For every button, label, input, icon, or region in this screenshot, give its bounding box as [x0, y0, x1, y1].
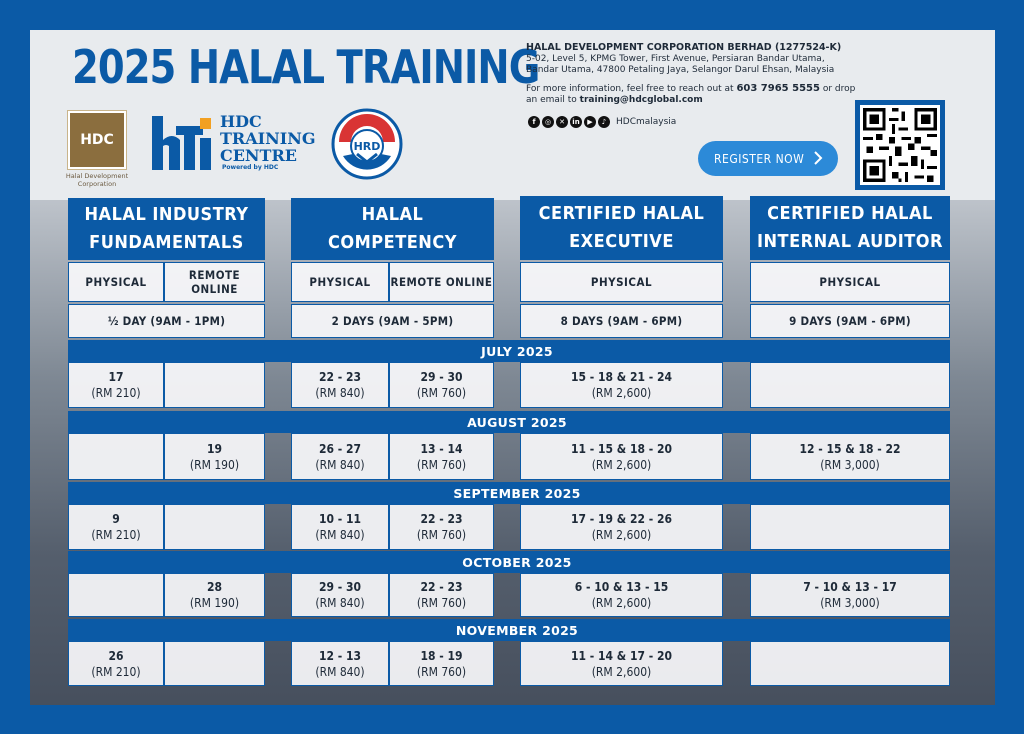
month-label: AUGUST 2025: [467, 414, 567, 430]
session-dates: 22 - 23: [420, 580, 463, 594]
schedule-cell: [164, 362, 265, 408]
course-title-line-2: INTERNAL AUDITOR: [756, 231, 944, 252]
session-fee: (RM 760): [416, 386, 467, 400]
session-fee: (RM 2,600): [591, 386, 652, 400]
qr-code-icon[interactable]: [855, 100, 945, 190]
session-fee: (RM 190): [189, 457, 240, 472]
htc-logo-icon: [150, 112, 214, 172]
month-label: NOVEMBER 2025: [455, 622, 579, 638]
mode-header: PHYSICAL: [291, 262, 389, 302]
session-dates: 22 - 23: [420, 512, 463, 526]
instagram-icon[interactable]: ◎: [542, 116, 554, 128]
htc-logo-text: [220, 113, 316, 164]
address-line-2: Bandar Utama, 47800 Petaling Jaya, Selangor Darul Ehsan, Malaysia: [526, 65, 835, 75]
session-fee: (RM 840): [315, 386, 365, 400]
hrd-corp-badge-icon: [331, 108, 403, 180]
address-line-1: 5-02, Level 5, KPMG Tower, First Avenue, Persiaran Bandar Utama,: [526, 53, 825, 64]
facebook-icon[interactable]: f: [528, 116, 540, 128]
month-header: [68, 340, 950, 362]
mode-header: PHYSICAL: [68, 262, 164, 302]
schedule-cell: [520, 433, 723, 480]
tiktok-icon[interactable]: ♪: [598, 116, 610, 128]
session-dates: 28: [206, 580, 223, 594]
phone-number[interactable]: 603 7965 5555: [736, 82, 820, 94]
month-label: SEPTEMBER 2025: [453, 485, 581, 501]
org-name: HALAL DEVELOPMENT CORPORATION BERHAD (1277524-K): [526, 42, 842, 53]
month-header: [68, 411, 950, 433]
hdc-logo: HDC: [68, 111, 126, 169]
session-dates: 11 - 14 & 17 - 20: [570, 648, 672, 663]
x-twitter-icon[interactable]: ✕: [556, 116, 568, 128]
duration-cell: 9 DAYS (9AM - 6PM): [750, 304, 950, 338]
session-fee: (RM 3,000): [820, 457, 880, 472]
email-prefix: an email to: [526, 95, 580, 105]
course-title-line-1: HALAL: [361, 204, 424, 225]
schedule-cell: [164, 573, 265, 617]
more-info: [526, 83, 886, 96]
session-dates: 6 - 10 & 13 - 15: [574, 580, 669, 594]
schedule-cell: [291, 641, 389, 686]
social-handle: HDCmalaysia: [616, 117, 677, 127]
session-fee: (RM 840): [315, 457, 365, 472]
session-dates: 12 - 13: [318, 648, 362, 663]
schedule-cell: [68, 573, 164, 617]
contact-info: [526, 42, 886, 107]
schedule-cell: [750, 504, 950, 550]
session-fee: (RM 210): [91, 528, 141, 542]
schedule-cell: [750, 573, 950, 617]
session-dates: 13 - 14: [420, 441, 463, 456]
page-title: 2025 HALAL TRAINING: [72, 40, 540, 94]
register-now-button[interactable]: [698, 141, 838, 176]
htc-line-3: CENTRE: [220, 146, 297, 165]
svg-text:HRD: HRD: [353, 140, 381, 153]
course-header-certified-halal-internal-auditor: [750, 196, 950, 260]
session-dates: 17 - 19 & 22 - 26: [570, 512, 672, 526]
schedule-cell: [164, 504, 265, 550]
session-dates: 17: [108, 370, 124, 384]
schedule-cell: [389, 433, 494, 480]
hdc-logo-caption: Halal Development Corporation: [65, 172, 129, 188]
course-title-line-2: COMPETENCY: [328, 232, 457, 253]
schedule-cell: [750, 362, 950, 408]
session-dates: 19: [206, 441, 223, 456]
schedule-cell: [750, 433, 950, 480]
email-address[interactable]: training@hdcglobal.com: [579, 95, 703, 105]
schedule-cell: [291, 504, 389, 550]
session-dates: 26: [108, 648, 124, 663]
schedule-cell: [389, 573, 494, 617]
schedule-cell: [68, 641, 164, 686]
month-label: OCTOBER 2025: [462, 554, 572, 570]
course-header-halal-competency: [291, 198, 494, 260]
schedule-cell: [389, 504, 494, 550]
htc-powered-by: Powered by HDC: [222, 164, 279, 171]
course-header-certified-halal-executive: [520, 196, 723, 260]
more-info-text: For more information, feel free to reach out at: [526, 83, 737, 94]
mode-header: PHYSICAL: [750, 262, 950, 302]
session-dates: 18 - 19: [420, 648, 463, 663]
schedule-cell: [520, 504, 723, 550]
schedule-cell: [291, 362, 389, 408]
session-fee: (RM 2,600): [591, 596, 652, 610]
session-dates: 9: [112, 512, 120, 526]
duration-cell: 2 DAYS (9AM - 5PM): [291, 304, 494, 338]
schedule-cell: [750, 641, 950, 686]
email-line: [526, 95, 886, 107]
social-links: [528, 116, 676, 128]
session-dates: 26 - 27: [318, 441, 362, 456]
session-dates: 12 - 15 & 18 - 22: [799, 441, 901, 456]
duration-cell: 8 DAYS (9AM - 6PM): [520, 304, 723, 338]
schedule-cell: [164, 433, 265, 480]
session-fee: (RM 760): [416, 664, 467, 679]
chevron-right-icon: [808, 148, 828, 168]
schedule-cell: [291, 433, 389, 480]
schedule-cell: [520, 573, 723, 617]
schedule-cell: [68, 504, 164, 550]
course-header-halal-industry-fundamentals: [68, 198, 265, 260]
schedule-cell: [389, 362, 494, 408]
session-fee: (RM 210): [91, 664, 141, 679]
month-header: [68, 551, 950, 573]
month-header: [68, 619, 950, 641]
course-title-line-2: EXECUTIVE: [569, 231, 674, 252]
course-title-line-1: CERTIFIED HALAL: [538, 203, 705, 224]
mode-header: PHYSICAL: [520, 262, 723, 302]
session-fee: (RM 2,600): [591, 457, 652, 472]
month-header: [68, 482, 950, 504]
course-title-line-1: HALAL INDUSTRY: [84, 204, 249, 225]
session-fee: (RM 3,000): [820, 596, 880, 610]
session-dates: 22 - 23: [318, 370, 362, 384]
mode-header: REMOTE ONLINE: [389, 262, 494, 302]
schedule-cell: [164, 641, 265, 686]
mode-header: REMOTE ONLINE: [164, 262, 265, 302]
session-fee: (RM 760): [416, 528, 467, 542]
schedule-cell: [520, 362, 723, 408]
course-title-line-1: CERTIFIED HALAL: [767, 203, 933, 224]
session-dates: 10 - 11: [318, 512, 362, 526]
youtube-icon[interactable]: ▶: [584, 116, 596, 128]
session-dates: 29 - 30: [318, 580, 362, 594]
session-fee: (RM 840): [315, 664, 365, 679]
session-fee: (RM 840): [315, 596, 365, 610]
schedule-cell: [291, 573, 389, 617]
course-title-line-2: FUNDAMENTALS: [89, 232, 244, 253]
linkedin-icon[interactable]: in: [570, 116, 582, 128]
htc-line-1: HDC: [220, 112, 262, 131]
session-dates: 7 - 10 & 13 - 17: [803, 580, 897, 594]
duration-cell: ½ DAY (9AM - 1PM): [68, 304, 265, 338]
htc-line-2: TRAINING: [220, 129, 316, 148]
session-dates: 11 - 15 & 18 - 20: [570, 441, 672, 456]
session-fee: (RM 210): [91, 386, 141, 400]
session-fee: (RM 2,600): [591, 528, 652, 542]
session-fee: (RM 190): [189, 596, 240, 610]
session-fee: (RM 760): [416, 596, 467, 610]
schedule-cell: [68, 433, 164, 480]
schedule-cell: [520, 641, 723, 686]
month-label: JULY 2025: [481, 343, 553, 359]
register-now-label: REGISTER NOW: [714, 151, 805, 166]
session-dates: 29 - 30: [420, 370, 463, 384]
more-info-mid: or drop: [819, 83, 856, 94]
session-fee: (RM 760): [416, 457, 467, 472]
schedule-cell: [389, 641, 494, 686]
schedule-cell: [68, 362, 164, 408]
session-dates: 15 - 18 & 21 - 24: [570, 370, 672, 384]
session-fee: (RM 2,600): [591, 664, 652, 679]
session-fee: (RM 840): [315, 528, 365, 542]
